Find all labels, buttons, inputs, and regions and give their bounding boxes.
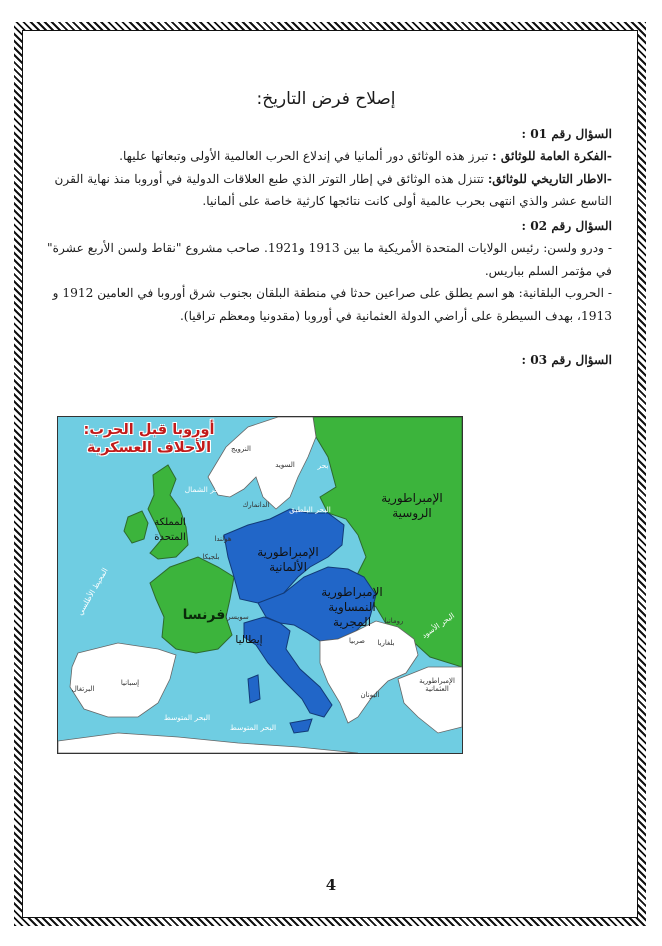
map-label-romania: رومانيا [384,617,404,625]
sardinia-territory [248,675,260,703]
europe-alliances-map [57,416,463,754]
map-label-switzerland: سويسرا [225,613,249,621]
map-label-ottoman: الإمبراطورية العثمانية [419,677,455,693]
page-title: إصلاح فرض التاريخ: [256,89,396,109]
sicily-territory [290,719,312,733]
map-label-belgium: بلجيكا [202,553,220,561]
france-territory [150,557,234,653]
general-idea-label: -الفكرة العامة للوثائق : [492,149,612,163]
document-body [40,70,612,372]
map-label-uk: المملكة المتحدة [154,517,186,543]
map-label-serbia: صربيا [349,637,365,645]
page-number: 4 [325,876,337,894]
ireland-territory [124,511,148,543]
map-label-portugal: البرتغال [71,685,95,693]
map-label-france: فرنسا [182,607,226,623]
question-3-heading: السؤال رقم 03 : [521,353,612,367]
map-label-sweden: السويد [275,461,295,469]
map-label-germany: الإمبراطورية الألمانية [257,545,319,574]
map-label-denmark: الدانمارك [242,501,270,509]
historical-context-text: تتنزل هذه الوثائق في إطار التوتر الذي طبع العلاقات الدولية في أوروبا منذ نهاية القرن التاسع عشر والذي انتهى بحرب عالمية أولى كانت نتائجها كارثية خاصة على ألمانيا. [54,171,612,208]
map-label-italy: إيطاليا [235,634,263,646]
sea-label-mediterranean: البحر المتوسط [163,713,211,722]
sea-label-mediterranean-2: البحر المتوسط [229,723,277,732]
map-label-bulgaria: بلغاريا [377,639,395,647]
map-label-netherlands: هولندا [214,535,232,543]
sea-label-sea: بحر [317,461,329,470]
historical-context-paragraph [40,168,612,213]
question-1-heading: السؤال رقم 01 : [521,126,612,141]
map-label-spain: إسبانيا [120,679,140,687]
balkan-wars-definition: - الحروب البلقانية: هو اسم يطلق على صراعين حدثا في منطقة البلقان بجنوب شرق أوروبا في العامين 1912 و 1913، بهدف السيطرة على أراضي الدولة العثمانية في أوروبا (مقدونيا ومعظم تراقيا). [52,286,612,323]
map-title-line-2: الأحلاف العسكرية [86,440,212,456]
north-africa-territory [58,733,358,753]
map-title-line-1: أوروبا قبل الحرب: [83,422,215,438]
map-title [64,421,234,457]
map-drawing [58,417,462,753]
map-label-greece: اليونان [360,691,380,699]
question-2-heading: السؤال رقم 02 : [521,218,612,233]
general-idea-text: تبرز هذه الوثائق دور ألمانيا في إندلاع الحرب العالمية الأولى وتبعاتها عليها. [119,149,489,163]
map-label-russia: الإمبراطورية الروسية [381,491,443,520]
sea-label-black-sea: البحر الأسود [419,610,457,641]
wilson-definition: - ودرو ولسن: رئيس الولايات المتحدة الأمريكية ما بين 1913 و1921. صاحب مشروع "نقاط ولسن الأربع عشرة" في مؤتمر السلم بباريس. [47,241,612,278]
sea-label-atlantic: المحيط الأطلسي [75,566,110,617]
historical-context-label: -الاطار التاريخي للوثائق: [487,171,612,186]
map-label-norway: النرويج [231,445,251,453]
general-idea-paragraph [40,145,612,168]
sea-label-baltic: البحر البلطيق [289,505,331,514]
sea-label-north-sea: بحر الشمال [184,485,222,494]
map-label-austria-hungary: الإمبراطورية النمساوية المجرية [321,585,383,629]
